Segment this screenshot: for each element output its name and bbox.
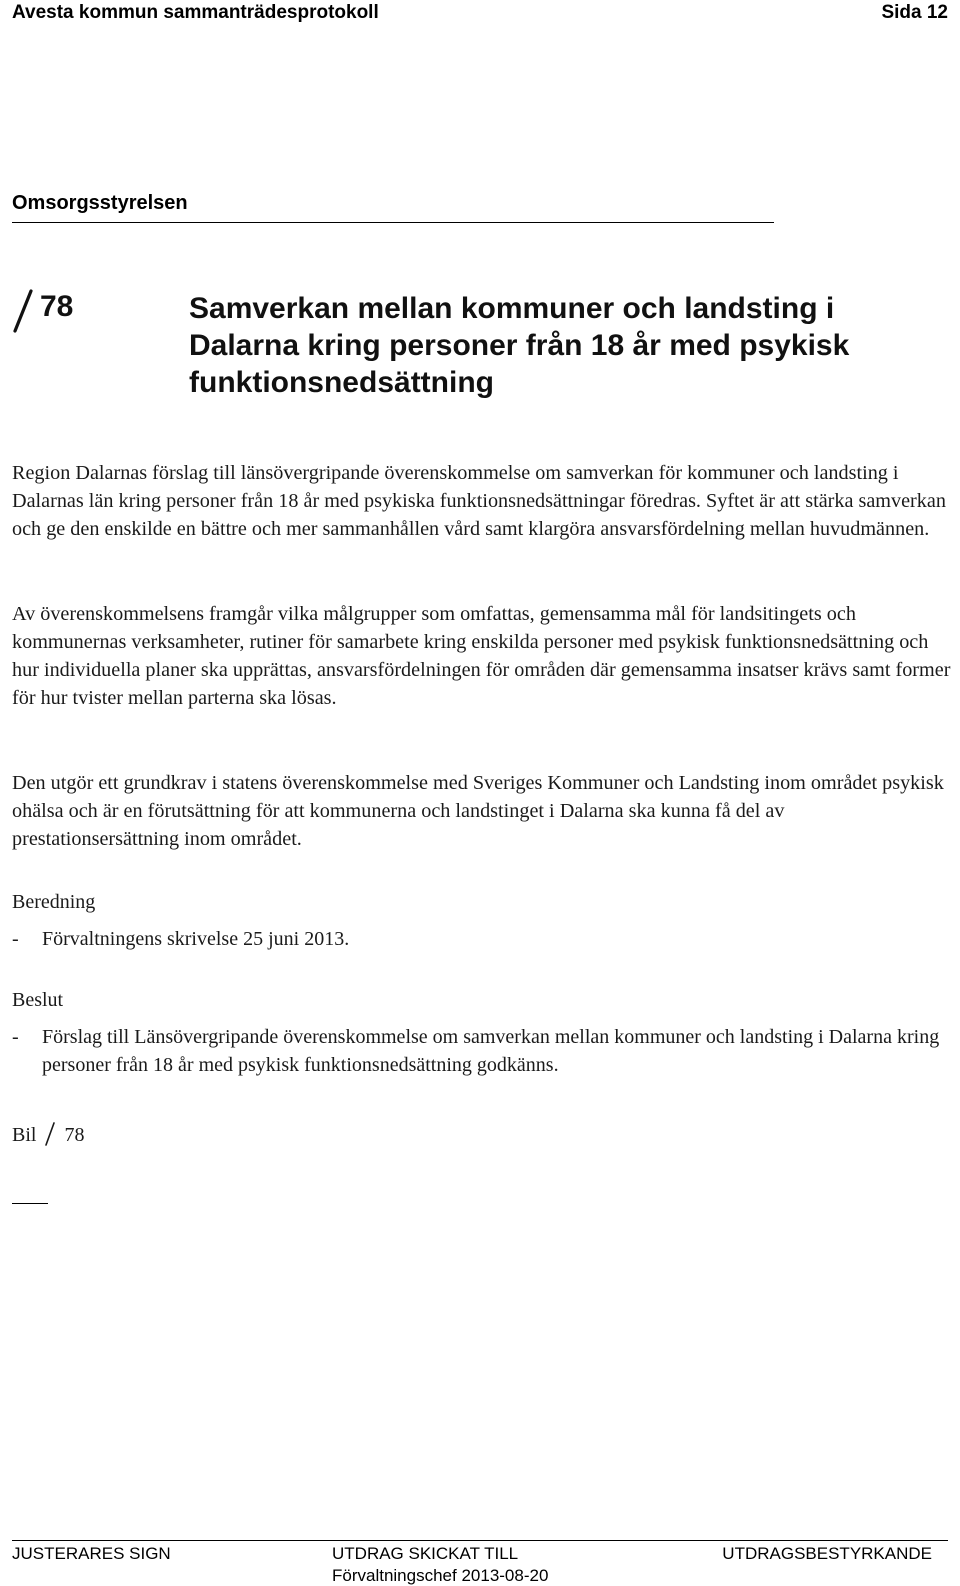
attachment-reference	[12, 1121, 84, 1147]
board-name: Omsorgsstyrelsen	[12, 192, 188, 214]
section-title: Samverkan mellan kommuner och landsting i Dalarna kring personer från 18 år med psykisk funktionsnedsättning	[189, 292, 850, 399]
section-number: 78	[40, 290, 74, 323]
list-dash: -	[12, 1026, 19, 1048]
section-sign-icon	[10, 288, 36, 334]
preparation-item	[12, 925, 952, 955]
decision-item-text: Förslag till Länsövergripande överenskommelse om samverkan mellan kommuner och landsting i Dalarna kring personer från 18 år med psykisk funktionsnedsättning godkänns.	[42, 1026, 940, 1076]
section-sign-icon	[43, 1121, 57, 1147]
paragraph-basic-requirement: Den utgör ett grundkrav i statens överenskommelse med Sveriges Kommuner och Landsting inom området psykisk ohälsa och är en förutsättning för att kommunerna och landstinget i Dalarna ska kunna få del av prestationsersättning inom området.	[12, 772, 944, 850]
footer-sign-label: JUSTERARES SIGN	[12, 1544, 171, 1563]
paragraph-introduction: Region Dalarnas förslag till länsövergripande överenskommelse om samverkan för kommuner och landsting i Dalarnas län kring personer från 18 år med psykiska funktionsnedsättningar föredras. Syftet är att stärka samverkan och ge den enskilde en bättre och mer sammanhållen vård samt klargöra ansvarsfördelning mellan huvudmännen.	[12, 462, 946, 540]
attachment-number: 78	[64, 1124, 85, 1146]
decision-item	[12, 1023, 952, 1083]
preparation-heading: Beredning	[12, 891, 96, 913]
footer-rule	[12, 1540, 948, 1541]
document-header-title: Avesta kommun sammanträdesprotokoll	[12, 2, 379, 23]
preparation-item-text: Förvaltningens skrivelse 25 juni 2013.	[42, 928, 350, 950]
list-dash: -	[12, 928, 19, 950]
board-heading-block	[12, 192, 774, 223]
page-number: Sida 12	[881, 2, 948, 23]
decision-heading: Beslut	[12, 989, 64, 1011]
paragraph-agreement-content: Av överenskommelsens framgår vilka målgrupper som omfattas, gemensamma mål för landsitingets och kommunernas verksamheter, rutiner för samarbete kring enskilda personer med psykisk funktionsnedsättning och hur individuella planer ska upprättas, ansvarsfördelningen för områden där gemensamma insatser krävs samt former för hur tvister mellan parterna ska lösas.	[12, 603, 951, 709]
end-rule	[12, 1203, 48, 1204]
footer-certify-label: UTDRAGSBESTYRKANDE	[722, 1544, 932, 1563]
attachment-prefix: Bil	[12, 1124, 37, 1146]
footer-sent-to-label: UTDRAG SKICKAT TILL	[332, 1544, 519, 1563]
footer-recipient: Förvaltningschef 2013-08-20	[332, 1566, 549, 1585]
